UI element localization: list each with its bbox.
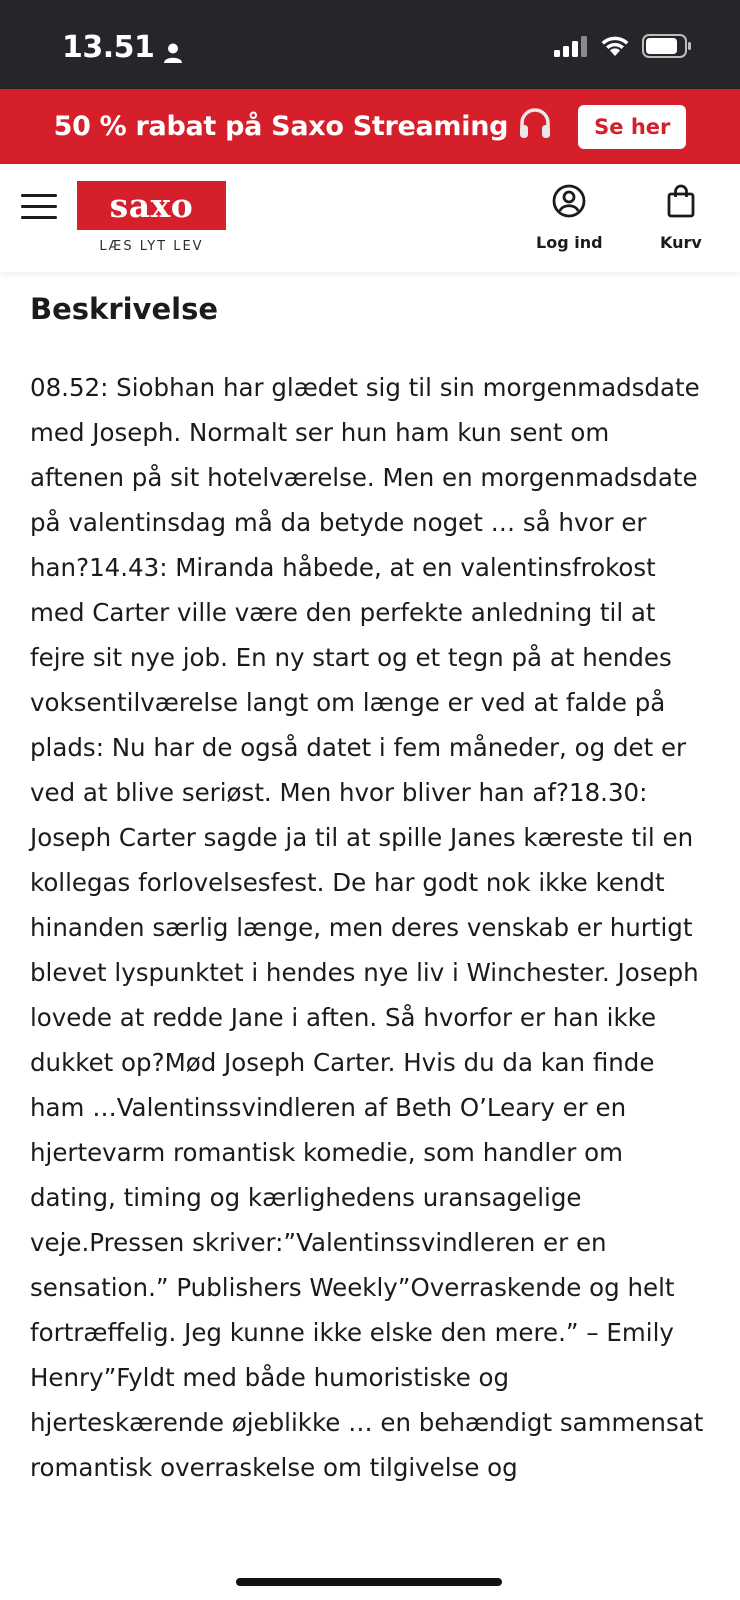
section-title: Beskrivelse [30,292,219,326]
cart-button[interactable] [660,184,702,252]
status-indicators [554,34,692,63]
cart-label: Kurv [660,233,702,252]
promo-see-here-button[interactable]: Se her [578,105,686,149]
time-text: 13.51 [62,30,155,65]
status-time [62,30,184,65]
login-button[interactable] [536,184,603,252]
login-label: Log ind [536,233,603,252]
shopping-bag-icon [666,184,696,223]
wifi-icon [600,35,630,62]
status-bar [0,0,740,89]
home-indicator [236,1578,502,1586]
description-text: 08.52: Siobhan har glædet sig til sin morgenmadsdate med Joseph. Normalt ser hun ham kun sent om aftenen på sit hotelværelse. Men en morgenmadsdate på valentinsdag må da betyde noget … så hvor er han?14.43: Miranda håbede, at en valentinsfrokost med Carter ville være den perfekte anledning til at fejre sit nye job. En ny start og et tegn på at hendes voksentilværelse langt om længe er ved at falde på plads: Nu har de også datet i fem måneder, og det er ved at blive seriøst. Men hvor bliver han af?18.30: Joseph Carter sagde ja til at spille Janes kæreste til en kollegas forlovelsesfest. De har godt nok ikke kendt hinanden særlig længe, men deres venskab er hurtigt blevet lyspunktet i hendes nye liv i Winchester. Joseph lovede at redde Jane i aften. Så hvorfor er han ikke dukket op?Mød Joseph Carter. Hvis du da kan finde ham …Valentinssvindleren af Beth O’Leary er en hjertevarm romantisk komedie, som handler om dating, timing og kærlighedens uransagelige veje.Pressen skriver:”Valentinssvindleren er en sensation.” Publishers Weekly”Overraskende og helt fortræffelig. Jeg kunne ikke elske den mere.” – Emily Henry”Fyldt med både humoristiske og hjerteskærende øjeblikke … en behændigt sammensat romantisk overraskelse om tilgivelse og [30,373,704,1482]
promo-label: 50 % rabat på Saxo Streaming [53,111,509,142]
site-header [0,164,740,272]
saxo-logo[interactable] [77,181,226,254]
logo-box: saxo [77,181,226,230]
signal-icon [554,35,588,62]
promo-text [54,107,553,146]
promo-banner[interactable] [0,89,740,164]
menu-icon[interactable] [21,194,57,222]
logo-tagline: LÆS LYT LEV [99,239,204,254]
user-icon [552,184,586,223]
product-description-section [0,292,740,1490]
battery-icon [642,34,692,63]
person-icon [162,37,184,59]
headphones-icon [518,107,552,146]
